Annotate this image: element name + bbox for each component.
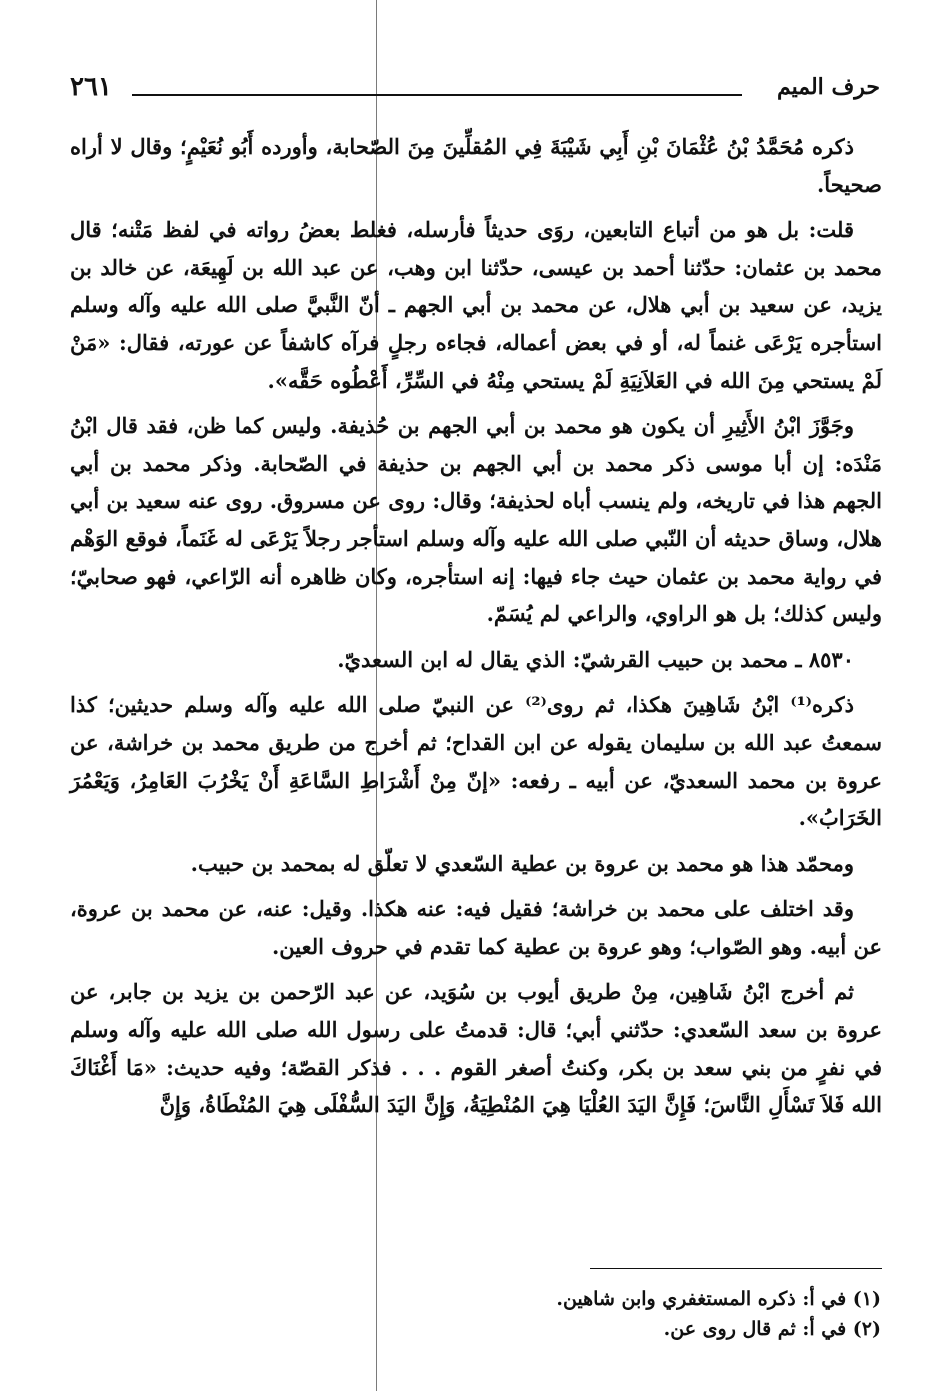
entry-heading: ٨٥٣٠ ـ محمد بن حبيب القرشيّ: الذي يقال له ابن السعديّ. <box>337 646 854 672</box>
footnote-1: (١) في أ: ذكره المستغفري وابن شاهين. <box>556 1288 881 1310</box>
page-number: ٢٦١ <box>70 72 112 102</box>
paragraph-2: قلت: بل هو من أتباع التابعين، روَى حديثاً فأرسله، فغلط بعضُ رواته في لفظ مَتْنه؛ قال محمد بن عثمان: حدّثنا أحمد بن عيسى، حدّثنا ابن وهب، عن عبد الله بن لَهِيعَة، عن خالد بن يزيد، عن سعيد بن أبي هلال، عن محمد بن أبي الجهم ـ أنّ النَّبيَّ صلى الله عليه وآله وسلم استأجره يَرْعَى غنماً له، أو في بعض أعماله، فجاءه رجلٍ فرآه كاشفاً عن عورته، فقال: «مَنْ لَمْ يستحي مِنَ الله في العَلاَنِيَةِ لَمْ يستحي مِنْهُ في السِّرِّ، أَعْطُوه حَقَّه». <box>70 217 883 393</box>
paragraph-7: ثم أخرج ابْنُ شَاهِين، مِنْ طريق أيوب بن سُوَيد، عن عبد الرّحمن بن يزيد بن جابر، عن عروة بن سعد السّعدي: حدّثني أبي؛ قال: قدمتُ على رسول الله صلى الله عليه وآله وسلم في نفرٍ من بني سعد بن بكر، وكنتُ أصغر القوم . . . فذكر القصّة؛ وفيه حديث: «مَا أَغْنَاكَ الله فَلاَ تَسْأَلِ النَّاسَ؛ فَإِنَّ اليَدَ العُلْيَا هِيَ المُنْطِيَةُ، وَإِنَّ اليَدَ السُّفْلَى هِيَ المُنْطَاةُ، وَإِنَّ <box>70 979 882 1118</box>
footnote-2: (٢) في أ: ثم قال روى عن. <box>663 1318 881 1340</box>
paragraph-5: ومحمّد هذا هو محمد بن عروة بن عطية السّعدي لا تعلّق له بمحمد بن حبيب. <box>190 850 854 876</box>
footnote-separator <box>590 1268 882 1269</box>
paragraph-3: وجَوَّزَ ابْنُ الأَثِيرِ أن يكون هو محمد بن أبي الجهم بن حُذيفة. وليس كما ظن، فقد قال ابْنُ مَنْدَه: إن أبا موسى ذكر محمد بن أبي الجهم بن حذيفة في الصّحابة. وذكر محمد بن أبي الجهم هذا في تاريخه، ولم ينسب أباه لحذيفة؛ وقال: روى عن مسروق. روى عنه سعيد بن أبي هلال، وساق حديثه أن النّبي صلى الله عليه وآله وسلم استأجر رجلاً يَرْعَى له غَنَماً، فوقع الوَهْم في رواية محمد بن عثمان حيث جاء فيها: إنه استأجره، وكان ظاهره أنه الرّاعي، فهو صحابيّ؛ وليس كذلك؛ بل هو الراوي، والراعي لم يُسَمّ. <box>70 413 882 627</box>
main-text <box>70 128 882 1130</box>
header-rule <box>132 94 742 96</box>
paragraph-6: وقد اختلف على محمد بن خراشة؛ فقيل فيه: عنه هكذا. وقيل: عنه، عن محمد بن عروة، عن أبيه. وهو الصّواب؛ وهو عروة بن عطية كما تقدم في حروف العين. <box>70 896 882 959</box>
footnotes <box>521 1284 881 1344</box>
paragraph-1: ذكره مُحَمَّدُ بْنُ عُثْمَانَ بْنِ أَبِي شَيْبَةَ فِي المُقلِّينَ مِنَ الصّحابة، وأورده أَبُو نُعَيْمٍ؛ وقال لا أراه صحيحاً. <box>70 134 882 197</box>
page-header <box>70 72 880 112</box>
paragraph-4: ذكره⁽¹⁾ ابْنُ شَاهِينَ هكذا، ثم روى⁽²⁾ عن النبيّ صلى الله عليه وآله وسلم حديثين؛ كذا سمعتُ عبد الله بن سليمان يقوله عن ابن القداح؛ ثم أخرج من طريق محمد بن خراشة، عن عروة بن محمد السعديّ، عن أبيه ـ رفعه: «إنّ مِنْ أَشْرَاطِ السَّاعَةِ أَنْ يَخْرُبَ العَامِرُ، وَيَعْمُرَ الخَرَابُ». <box>70 692 882 831</box>
running-title: حرف الميم <box>776 74 880 100</box>
